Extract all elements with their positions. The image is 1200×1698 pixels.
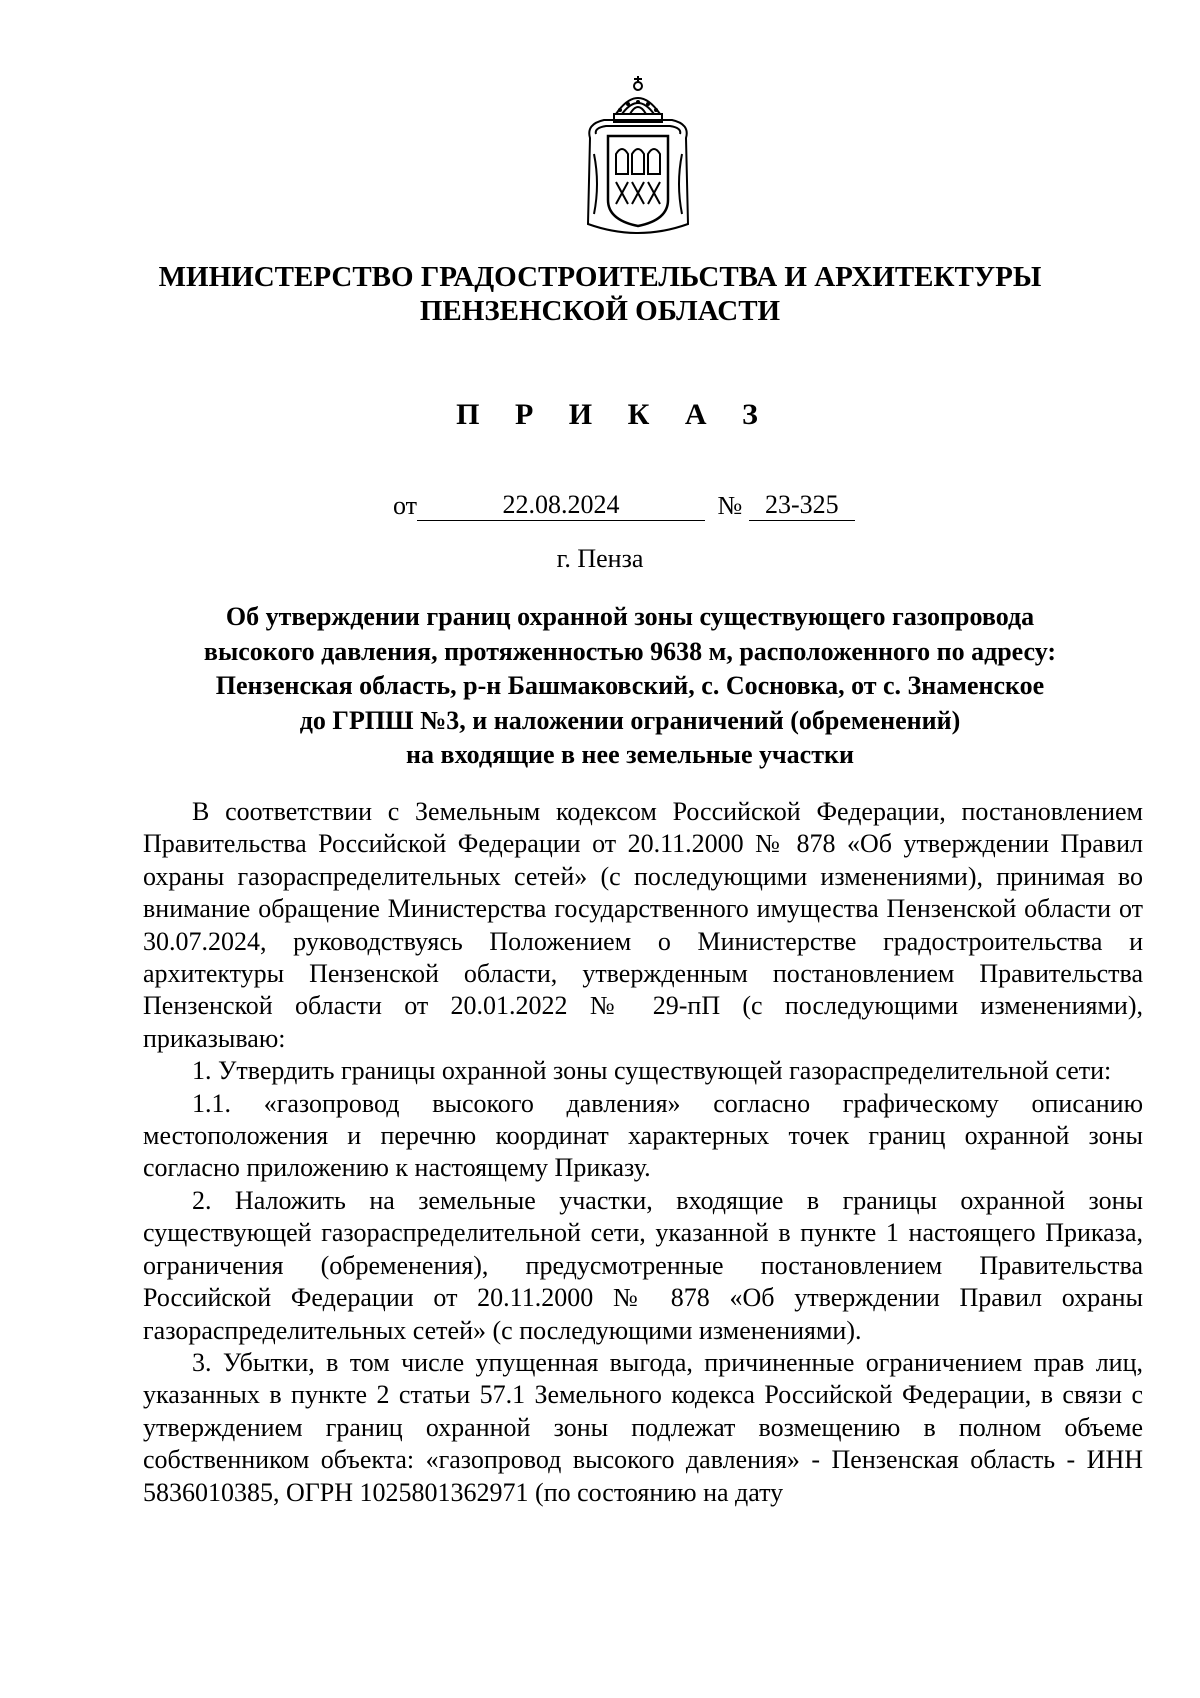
preamble-paragraph: В соответствии с Земельным кодексом Российской Федерации, постановлением Правительства Российской Федерации от 20.11.2000 № 878 «Об утверждении Правил охраны газораспределительных сетей» (с последующими изменениями), принимая во внимание обращение Министерства государственного имущества Пензенской области от 30.07.2024, руководствуясь Положением о Министерстве градостроительства и архитектуры Пензенской области, утвержденным постановлением Правительства Пензенской области от 20.01.2022 № 29-пП (с последующими изменениями), приказываю: — [143, 797, 1143, 1053]
subject-line-1: Об утверждении границ охранной зоны существующего газопровода — [225, 602, 1035, 631]
subject-line-4: до ГРПШ №3, и наложении ограничений (обременений) — [299, 705, 961, 735]
subject-line-5: на входящие в нее земельные участки — [406, 740, 854, 769]
coat-of-arms-icon — [576, 74, 700, 242]
order-number: 23-325 — [749, 490, 855, 521]
subject-line-3: Пензенская область, р-н Башмаковский, с. Сосновка, от с. Знаменское — [215, 671, 1045, 700]
order-body — [143, 796, 1143, 1509]
number-label: № — [717, 491, 743, 520]
date-number-line — [393, 490, 855, 526]
city: г. Пенза — [556, 544, 644, 573]
ministry-line-2: ПЕНЗЕНСКОЙ ОБЛАСТИ — [419, 295, 781, 327]
ministry-line-1: МИНИСТЕРСТВО ГРАДОСТРОИТЕЛЬСТВА И АРХИТЕКТУРЫ — [158, 261, 1042, 293]
order-date: 22.08.2024 — [417, 490, 705, 521]
subject-line-2: высокого давления, протяженностью 9638 м, расположенного по адресу: — [203, 636, 1057, 666]
item-3-paragraph: 3. Убытки, в том числе упущенная выгода, причиненные ограничением прав лиц, указанных в пункте 2 статьи 57.1 Земельного кодекса Российской Федерации, в связи с утверждением границ охранной зоны подлежат возмещению в полном объеме собственником объекта: «газопровод высокого давления» - Пензенская область - ИНН 5836010385, ОГРН 1025801362971 (по состоянию на дату — [143, 1347, 1143, 1507]
date-label: от — [393, 491, 418, 520]
item-1-1-paragraph: 1.1. «газопровод высокого давления» согласно графическому описанию местоположения и перечню координат характерных точек границ охранной зоны согласно приложению к настоящему Приказу. — [143, 1088, 1143, 1183]
document-type-title: П Р И К А З — [456, 398, 772, 431]
order-subject — [140, 600, 1120, 773]
item-1-paragraph: 1. Утвердить границы охранной зоны существующей газораспределительной сети: — [192, 1056, 1112, 1086]
ministry-name — [0, 260, 1200, 328]
item-2-paragraph: 2. Наложить на земельные участки, входящие в границы охранной зоны существующей газораспределительной сети, указанной в пункте 1 настоящего Приказа, ограничения (обременения), предусмотренные постановлением Правительства Российской Федерации от 20.11.2000 № 878 «Об утверждении Правил охраны газораспределительных сетей» (с последующими изменениями). — [143, 1185, 1143, 1345]
